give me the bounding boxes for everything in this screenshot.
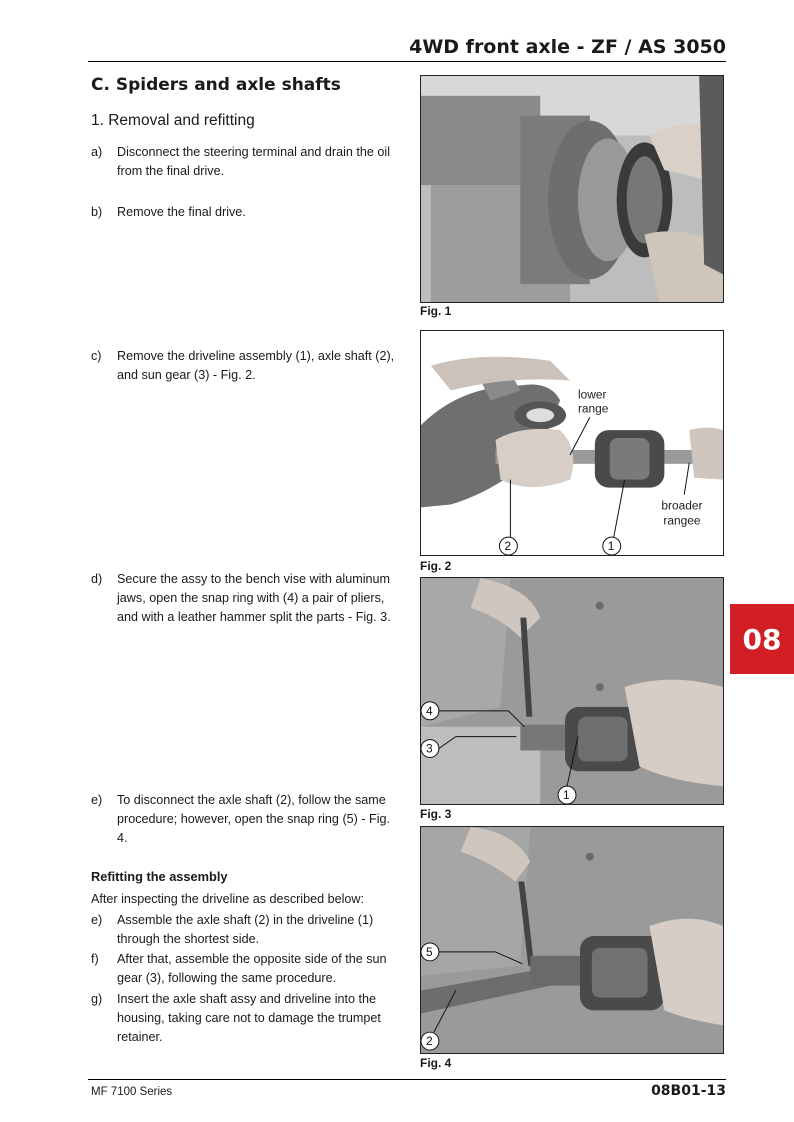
refit-step-e [91,911,399,949]
figure-4-photo [420,826,724,1054]
step-text: Disconnect the steering terminal and drain the oil from the final drive. [117,145,391,178]
chapter-tab: 08 [730,604,794,674]
section-title: C. Spiders and axle shafts [91,75,341,95]
step-e [91,791,399,848]
callout-label-lower: lower [577,387,607,402]
step-text: Remove the driveline assembly (1), axle shaft (2), and sun gear (3) - Fig. 2. [117,349,395,382]
step-label: a) [91,145,103,159]
refit-step-g [91,990,399,1047]
footer-rule [88,1079,726,1080]
callout-number-5: 5 [425,944,433,959]
step-text: Secure the assy to the bench vise with aluminum jaws, open the snap ring with (4) a pair of pliers, and with a leather hammer split the parts - Fig. 3. [117,572,391,624]
step-text: Insert the axle shaft assy and driveline into the housing, taking care not to damage the trumpet retainer. [117,992,381,1044]
callout-label-rangee: rangee [663,513,701,528]
step-text: Remove the final drive. [117,205,246,219]
subsection-title: 1. Removal and refitting [91,112,255,129]
step-c [91,347,399,385]
figure-2-caption: Fig. 2 [420,559,452,573]
figure-1-photo [420,75,724,303]
step-d [91,570,399,627]
document-header-title: 4WD front axle - ZF / AS 3050 [409,36,726,58]
refitting-intro: After inspecting the driveline as described below: [91,892,365,906]
callout-label-broader: broader [661,498,703,513]
callout-number-1: 1 [563,788,570,803]
step-label: g) [91,992,103,1006]
figure-3-caption: Fig. 3 [420,807,452,821]
step-a [91,143,399,181]
step-text: To disconnect the axle shaft (2), follow the same procedure; however, open the snap ring (5) - Fig. 4. [117,793,391,845]
callout-number-1: 1 [607,539,615,554]
step-text: After that, assemble the opposite side of the sun gear (3), following the same procedure. [117,952,387,985]
refit-step-f [91,950,399,988]
step-label: f) [91,952,99,966]
step-label: e) [91,793,103,807]
step-label: c) [91,349,102,363]
refitting-title: Refitting the assembly [91,869,228,884]
figure-2-photo [420,330,724,556]
step-label: e) [91,913,103,927]
callout-number-2: 2 [504,539,512,554]
header-rule [88,61,726,62]
callout-number-4: 4 [425,703,433,718]
step-b [91,203,399,222]
footer-page-number: 08B01-13 [651,1083,726,1099]
footer-series: MF 7100 Series [91,1086,173,1098]
callout-number-2: 2 [425,1034,433,1049]
callout-label-range: range [577,401,609,416]
figure-4-caption: Fig. 4 [420,1056,452,1070]
step-label: d) [91,572,103,586]
figure-1-caption: Fig. 1 [420,304,452,318]
figure-3-photo [420,577,724,805]
step-label: b) [91,205,103,219]
callout-number-3: 3 [425,741,433,756]
step-text: Assemble the axle shaft (2) in the driveline (1) through the shortest side. [117,913,374,946]
